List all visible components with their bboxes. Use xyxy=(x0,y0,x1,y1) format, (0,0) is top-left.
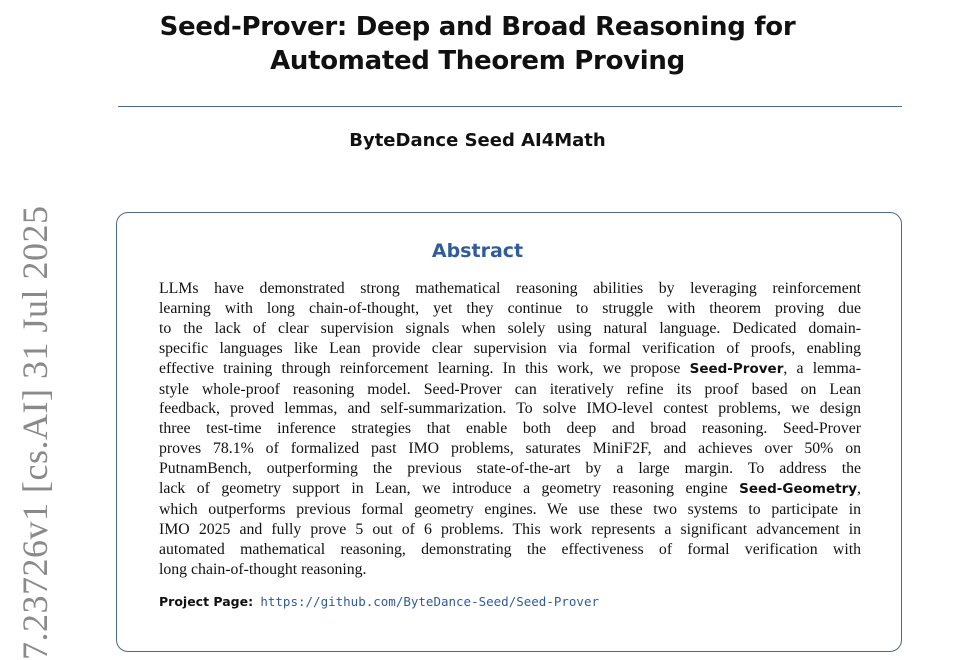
title-divider xyxy=(118,106,902,107)
abstract-line: learning with long chain-of-thought, yet they continue to struggle with theorem proving due xyxy=(159,299,861,317)
paper-title xyxy=(0,10,955,78)
abstract-line xyxy=(159,479,861,500)
abstract-line-tail: , a lemma- xyxy=(783,359,862,377)
abstract-line: feedback, proved lemmas, and self-summarization. To solve IMO-level contest problems, we design xyxy=(159,400,861,418)
paper-title-line-1: Seed-Prover: Deep and Broad Reasoning for xyxy=(159,12,796,42)
paper-title-line-2: Automated Theorem Proving xyxy=(270,46,685,76)
project-page-label: Project Page: xyxy=(159,594,254,609)
abstract-heading: Abstract xyxy=(431,240,524,262)
abstract-line-text: lack of geometry support in Lean, we introduce a geometry reasoning engine xyxy=(159,480,728,498)
abstract-line: LLMs have demonstrated strong mathematical reasoning abilities by leveraging reinforcement xyxy=(159,280,861,297)
project-page-link[interactable]: https://github.com/ByteDance-Seed/Seed-Prover xyxy=(260,594,600,609)
abstract-line: three test-time inference strategies that enable both deep and broad reasoning. Seed-Prover xyxy=(159,420,861,438)
abstract-line: to the lack of clear supervision signals when solely using natural language. Dedicated domain- xyxy=(159,319,861,337)
abstract-line: style whole-proof reasoning model. Seed-Prover can iteratively refine its proof based on Lean xyxy=(159,380,861,398)
abstract-line: which outperforms previous formal geometry engines. We use these two systems to participate in xyxy=(159,500,861,518)
project-page xyxy=(159,594,599,610)
abstract-line xyxy=(159,359,861,380)
abstract-line: IMO 2025 and fully prove 5 out of 6 problems. This work represents a significant advancement in xyxy=(159,520,861,538)
abstract-line: automated mathematical reasoning, demonstrating the effectiveness of formal verification with xyxy=(159,540,861,558)
authors: ByteDance Seed AI4Math xyxy=(349,130,606,151)
abstract-line: proves 78.1% of formalized past IMO problems, saturates MiniF2F, and achieves over 50% on xyxy=(159,440,861,458)
abstract-line: PutnamBench, outperforming the previous state-of-the-art by a large margin. To address the xyxy=(159,460,861,478)
seed-geometry-name: Seed-Geometry xyxy=(739,481,858,498)
abstract-line-text: effective training through reinforcement learning. In this work, we propose xyxy=(159,359,681,377)
abstract-line-tail: , xyxy=(857,480,861,498)
abstract-line: specific languages like Lean provide clear supervision via formal verification of proofs, enabling xyxy=(159,339,861,357)
arxiv-identifier-stamp: 7.23726v1 [cs.AI] 31 Jul 2025 xyxy=(15,205,55,660)
seed-prover-name: Seed-Prover xyxy=(689,360,784,377)
abstract-line: long chain-of-thought reasoning. xyxy=(159,560,367,578)
abstract-body xyxy=(159,279,861,580)
